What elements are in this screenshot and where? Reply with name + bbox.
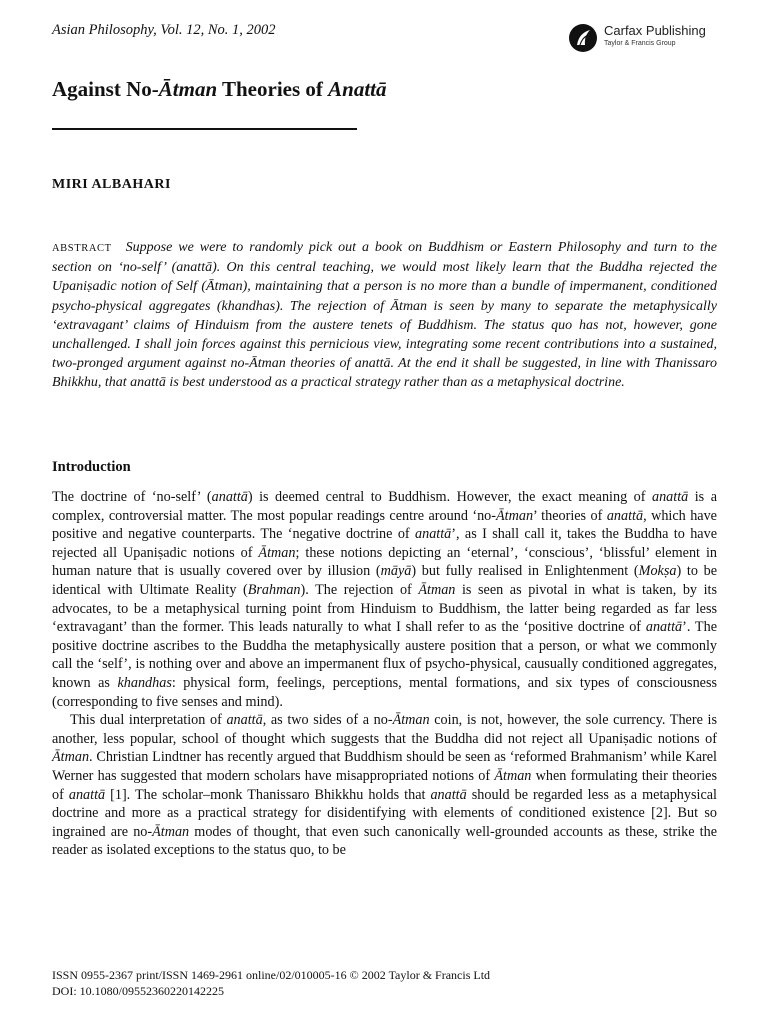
text-run: ’, as I shall call it, takes the Buddha to have rejected all Upaniṣadic notions of bbox=[52, 526, 717, 561]
italic-term: anattā bbox=[651, 489, 689, 505]
title-part-1: Against No- bbox=[52, 77, 159, 101]
text-run: ) to be identical with Ultimate Reality ( bbox=[52, 563, 717, 598]
publisher-name: Carfax Publishing bbox=[604, 23, 706, 38]
doi-line: DOI: 10.1080/09552360220142225 bbox=[52, 984, 224, 998]
text-run: ). The rejection of bbox=[300, 581, 419, 598]
text-run: , which have positive and negative counterparts. The ‘negative doctrine of bbox=[52, 507, 717, 543]
paragraph-1 bbox=[52, 488, 717, 711]
text-run: coin, is not, however, the sole currency. There is another, less popular, school of thought which suggests that the Buddha did not reject all Upaniṣadic notions of bbox=[52, 712, 717, 747]
carfax-logo-icon bbox=[568, 23, 598, 53]
title-divider bbox=[52, 128, 357, 130]
italic-term: māyā bbox=[380, 563, 412, 580]
abstract bbox=[52, 238, 717, 393]
italic-term: anattā bbox=[415, 526, 452, 543]
text-run: , as two sides of a no- bbox=[262, 712, 393, 729]
italic-term: Mokṣa bbox=[638, 563, 677, 580]
body-text bbox=[52, 488, 717, 860]
italic-term: Ātman bbox=[152, 823, 190, 840]
article-title bbox=[52, 77, 387, 102]
publisher-group: Taylor & Francis Group bbox=[604, 40, 676, 47]
italic-term: Ātman bbox=[496, 507, 534, 524]
text-run: modes of thought, that even such canonically well-grounded accounts as these, strike the reader as isolated exceptions to the status quo, to be bbox=[52, 823, 718, 859]
italic-term: anattā bbox=[606, 507, 644, 524]
italic-term: khandhas bbox=[117, 674, 172, 691]
italic-term: anattā bbox=[211, 489, 248, 505]
italic-term: Brahman bbox=[247, 581, 301, 598]
text-run: ) is deemed central to Buddhism. However, the exact meaning of bbox=[247, 489, 652, 505]
title-part-3: Theories of bbox=[217, 77, 329, 101]
text-run: is a complex, controversial matter. The most popular readings centre around ‘no- bbox=[52, 489, 717, 524]
publisher-logo-block bbox=[568, 22, 738, 56]
text-run: is seen as pivotal in what is taken, by its advocates, to be a metaphysical turning point from Hinduism to Buddhism, the latter being regarded as far less ‘extravagant’ than the former. This leads naturally to what I shall refer to as the ‘positive doctrine of bbox=[52, 581, 717, 636]
footer bbox=[52, 967, 490, 999]
italic-term: anattā bbox=[226, 712, 263, 729]
italic-term: anattā bbox=[68, 786, 106, 803]
text-run: This dual interpretation of bbox=[70, 712, 227, 729]
italic-term: anattā bbox=[645, 619, 683, 636]
text-run: [1]. The scholar–monk Thanissaro Bhikkhu holds that bbox=[105, 786, 431, 803]
abstract-text: Suppose we were to randomly pick out a book on Buddhism or Eastern Philosophy and turn to the section on ‘no-self’ (anattā). On this central teaching, we would most likely learn that the Buddha rejected the Upaniṣadic notion of Self (Ātman), maintaining that a person is no more than a bundle of impermanent, conditioned psycho-physical aggregates (khandhas). The rejection of Ātman is seen by many to separate the metaphysically ‘extravagant’ claims of Hinduism from the austere tenets of Buddhism. The status quo has not, however, gone unchallenged. I shall join forces against this pernicious view, integrating some recent contributions into a sustained, two-pronged argument against no-Ātman theories of anattā. At the end it shall be suggested, in line with Thanissaro Bhikkhu, that anattā is best understood as a practical strategy rather than as a metaphysical doctrine. bbox=[52, 240, 717, 391]
text-run: ’ theories of bbox=[533, 507, 607, 524]
italic-term: Ātman bbox=[52, 749, 90, 766]
abstract-label: ABSTRACT bbox=[52, 243, 112, 254]
text-run: when formulating their theories of bbox=[52, 767, 717, 803]
text-run: ’. The positive doctrine ascribes to the Buddha the metaphysically austere position that a person, or what we commonly call the ‘self’, is nothing over and above an impermanent flux of psycho-physical, causually conditioned aggregates, known as bbox=[52, 619, 717, 691]
title-part-4: Anattā bbox=[328, 77, 387, 101]
text-run: should be regarded less as a metaphysical doctrine and more as a practical strategy for disidentifying with elements of conditioned existence [2]. But so ingrained are no- bbox=[52, 786, 717, 840]
section-heading: Introduction bbox=[52, 459, 131, 475]
paragraph-2 bbox=[52, 711, 717, 860]
italic-term: anattā bbox=[430, 786, 467, 803]
journal-citation: Asian Philosophy, Vol. 12, No. 1, 2002 bbox=[52, 22, 276, 38]
italic-term: Ātman bbox=[392, 712, 430, 729]
text-run: . Christian Lindtner has recently argued that Buddhism should be seen as ‘reformed Brahmanism’ while Karel Werner has suggested that modern scholars have misappropriated notions of bbox=[52, 749, 717, 784]
italic-term: Ātman bbox=[494, 767, 532, 784]
text-run: : physical form, feelings, perceptions, mental formations, and six types of consciousness (corresponding to five senses and mind). bbox=[52, 674, 718, 710]
text-run: ; these notions depicting an ‘eternal’, ‘conscious’, ‘blissful’ element in human nature that is usually covered over by illusion ( bbox=[52, 544, 717, 580]
text-run: The doctrine of ‘no-self’ ( bbox=[52, 489, 212, 505]
author-name: MIRI ALBAHARI bbox=[52, 177, 171, 192]
italic-term: Ātman bbox=[258, 544, 296, 561]
issn-line: ISSN 0955-2367 print/ISSN 1469-2961 online/02/010005-16 © 2002 Taylor & Francis Ltd bbox=[52, 968, 491, 982]
title-part-2: Ātman bbox=[158, 77, 218, 101]
italic-term: Ātman bbox=[418, 581, 456, 598]
text-run: ) but fully realised in Enlightenment ( bbox=[411, 563, 639, 580]
